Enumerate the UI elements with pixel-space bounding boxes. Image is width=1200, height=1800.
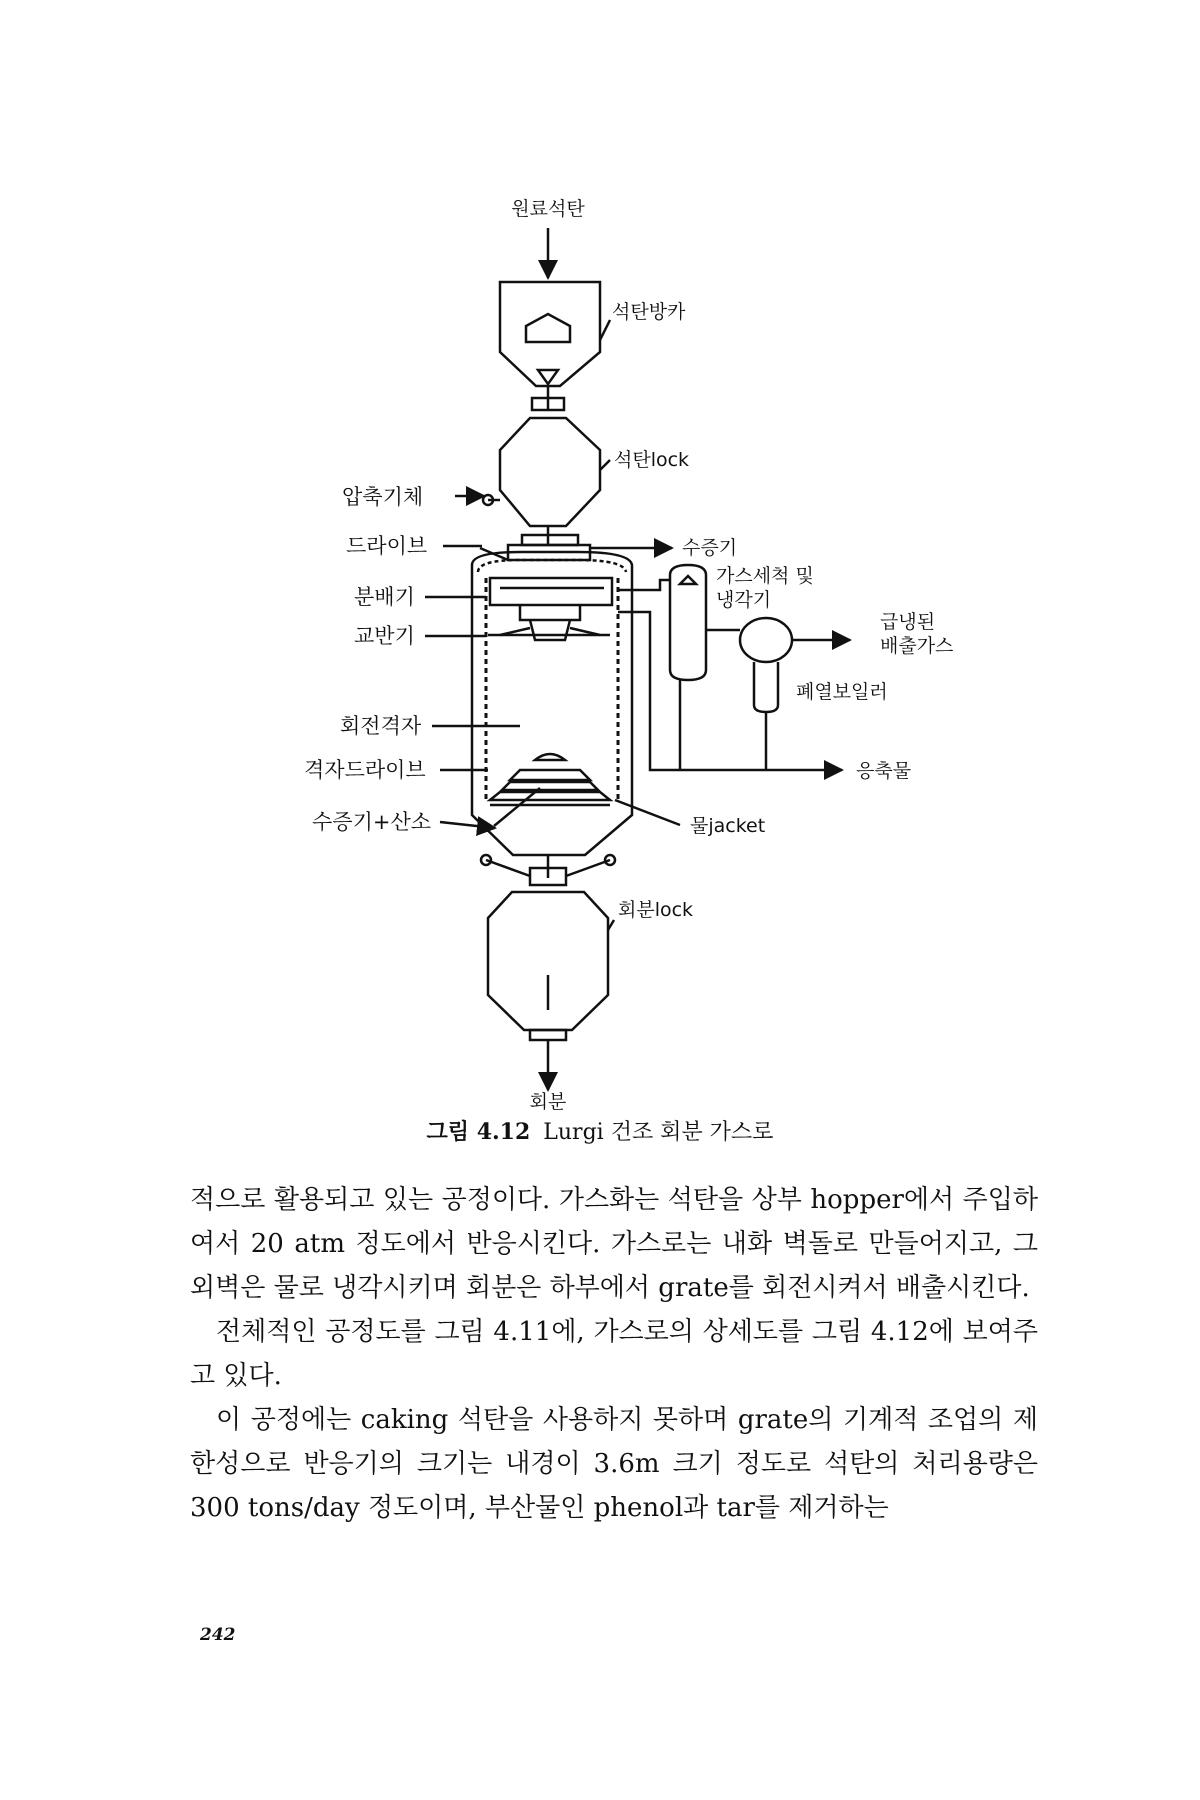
label-waste-heat-boiler: 폐열보일러 <box>796 681 888 703</box>
paragraph-3: 이 공정에는 caking 석탄을 사용하지 못하며 grate의 기계적 조업의 제한성으로 반응기의 크기는 내경이 3.6m 크기 정도로 석탄의 처리용량은 300 tons/day 정도이며, 부산물인 phenol과 tar를 제거하는 <box>190 1405 1038 1523</box>
label-compressed-gas: 압축기체 <box>342 485 424 509</box>
label-rotating-grate: 회전격자 <box>340 714 422 738</box>
body-text <box>190 1178 1038 1530</box>
gasifier-shell <box>472 552 632 855</box>
gas-scrubber-vessel <box>670 565 706 680</box>
label-distributor: 분배기 <box>354 585 415 609</box>
label-ash: 회분 <box>529 1091 567 1110</box>
label-water-jacket: 물jacket <box>690 815 766 837</box>
raw-gas-pipe <box>618 580 670 590</box>
distributor-plate <box>490 578 612 605</box>
label-quenched-2: 배출가스 <box>880 635 954 657</box>
label-raw-coal: 원료석탄 <box>511 198 585 220</box>
label-steam-oxygen: 수증기+산소 <box>312 810 432 834</box>
label-agitator: 교반기 <box>354 624 415 648</box>
bunker-valve <box>538 370 558 384</box>
paragraph-1: 적으로 활용되고 있는 공정이다. 가스화는 석탄을 상부 hopper에서 주입하여서 20 atm 정도에서 반응시킨다. 가스로는 내화 벽돌로 만들어지고, 그 외벽은 물로 냉각시키며 회분은 하부에서 grate를 회전시켜서 배출시킨다. <box>190 1185 1038 1303</box>
waste-heat-boiler-drum <box>740 618 792 662</box>
label-ash-lock: 회분lock <box>618 899 694 921</box>
caption-number: 그림 4.12 <box>426 1119 531 1145</box>
label-gas-scrubber-2: 냉각기 <box>716 589 772 611</box>
label-grate-drive: 격자드라이브 <box>304 758 426 782</box>
label-condensate: 응축물 <box>856 760 912 782</box>
coal-lock-vessel <box>500 418 600 526</box>
rotating-grate <box>510 770 590 780</box>
label-drive: 드라이브 <box>346 534 428 558</box>
label-coal-bunker: 석탄방카 <box>612 301 686 323</box>
label-coal-lock: 석탄lock <box>614 449 690 471</box>
label-steam: 수증기 <box>682 537 738 559</box>
bunker-inner-bell <box>526 314 570 342</box>
label-quenched-1: 급냉된 <box>880 611 936 633</box>
label-gas-scrubber-1: 가스세척 및 <box>716 565 814 587</box>
paragraph-2: 전체적인 공정도를 그림 4.11에, 가스로의 상세도를 그림 4.12에 보여주고 있다. <box>190 1317 1038 1391</box>
caption-text: Lurgi 건조 회분 가스로 <box>543 1120 774 1145</box>
figure-caption <box>0 1115 1200 1146</box>
page-number: 242 <box>200 1625 236 1645</box>
